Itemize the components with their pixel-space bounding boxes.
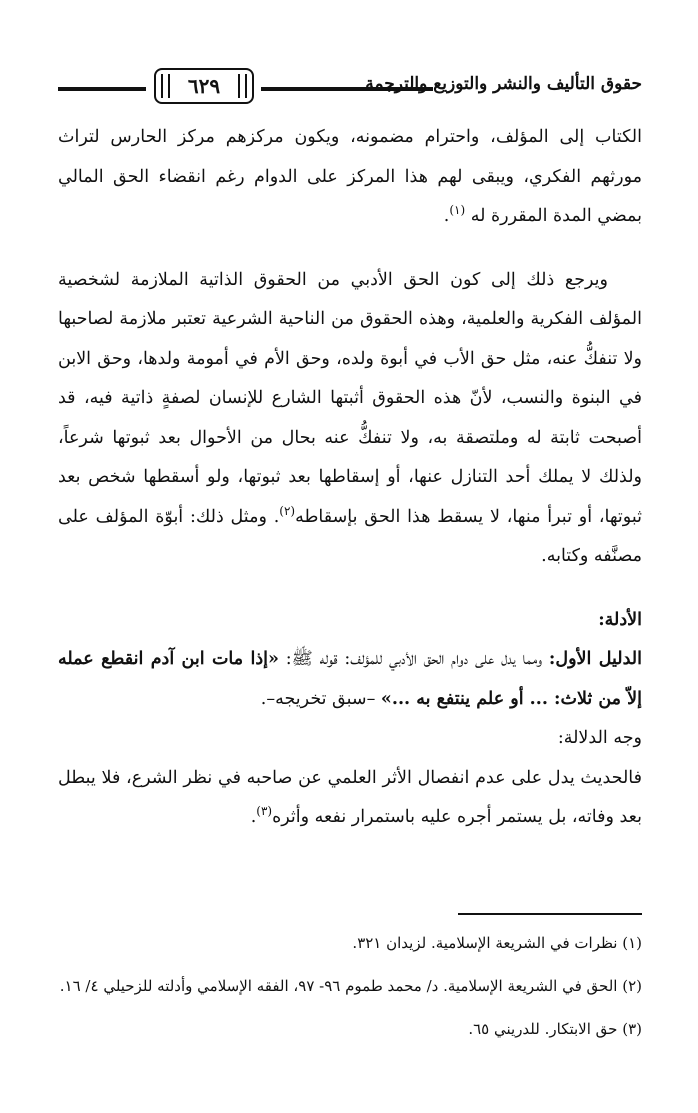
footnote-2: (٢) الحق في الشريعة الإسلامية. د/ محمد طموم ٩٦- ٩٧، الفقه الإسلامي وأدلته للزحيلي ٤/ ١٦. xyxy=(59,977,642,995)
paragraph-2-text: ويرجع ذلك إلى كون الحق الأدبي من الحقوق الذاتية الملازمة لشخصية المؤلف الفكرية والعلمية، وهذه الحقوق من الناحية الشرعية تعتبر ملازمة لصاحبها ولا تنفكُّ عنه، مثل حق الأب في أبوة ولده، وحق الأم في أمومة ولدها، وحق الابن في البنوة والنسب، لأنّ هذه الحقوق أثبتها الشارع للإنسان لصفةٍ ذاتية فيه، قد أصبحت ثابتة له وملتصقة به، ولا تنفكُّ عنه بحال من الأحوال بعد ثبوتها شرعاً، ولذلك لا يملك أحد التنازل عنها، أو إسقاطها بعد ثبوتها، ولو أسقطها شخص بعد ثبوتها، أو تبرأ منها، لا يسقط هذا الحق بإسقاطه xyxy=(58,269,642,527)
paragraph-2 xyxy=(58,261,642,577)
paragraph-gap xyxy=(58,577,642,601)
paragraph-1-end: . xyxy=(443,206,450,226)
section-heading: الأدلة: xyxy=(598,609,642,630)
footnote-1: (١) نظرات في الشريعة الإسلامية. لزيدان ٣٢١. xyxy=(352,934,642,952)
evidence-label: الدليل الأول: xyxy=(548,649,642,669)
page-number: ٦٢٩ xyxy=(154,68,254,104)
header-rule-left xyxy=(58,87,146,91)
paragraph-5-end: . xyxy=(250,807,257,827)
footnote-ref-3: (٣) xyxy=(256,804,273,819)
paragraph-3 xyxy=(58,640,642,719)
paragraph-gap xyxy=(58,237,642,261)
footnotes xyxy=(58,922,642,1051)
footnote-3: (٣) حق الابتكار. للدريني ٦٥. xyxy=(468,1020,642,1038)
paragraph-3-end: –سبق تخريجه–. xyxy=(260,688,376,709)
paragraph-2-end: . ومثل ذلك: أبوّة المؤلف على مصنَّفه وكتابه. xyxy=(58,506,642,566)
footnote-ref-1: (١) xyxy=(449,203,466,218)
paragraph-1 xyxy=(58,118,642,237)
paragraph-5-text: فالحديث يدل على عدم انفصال الأثر العلمي عن صاحبه في نظر الشرع، فلا يبطل بعد وفاته، بل يستمر أجره عليه باستمرار نفعه وأثره xyxy=(58,767,642,827)
footnote-separator xyxy=(458,913,642,915)
running-header xyxy=(58,68,642,110)
header-title: حقوق التأليف والنشر والتوزيع والترجمة xyxy=(365,74,642,94)
footnote-ref-2: (٢) xyxy=(279,503,296,518)
paragraph-3-text: ومما يدل على دوام الحق الأدبي للمؤلف: قوله ﷺ: xyxy=(285,649,543,669)
paragraph-4: وجه الدلالة: xyxy=(557,728,642,748)
paragraph-5 xyxy=(58,759,642,838)
page-body xyxy=(58,118,642,838)
hadith-quote: «إذا مات ابن آدم انقطع عمله إلاّ من ثلاث: ... أو علم ينتفع به ...» xyxy=(58,649,642,709)
paragraph-1-text: الكتاب إلى المؤلف، واحترام مضمونه، ويكون مركزهم مركز الحارس لتراث مورثهم الفكري، ويبقى لهم هذا المركز على الدوام رغم انقضاء الحق المالي بمضي المدة المقررة له xyxy=(58,127,642,226)
